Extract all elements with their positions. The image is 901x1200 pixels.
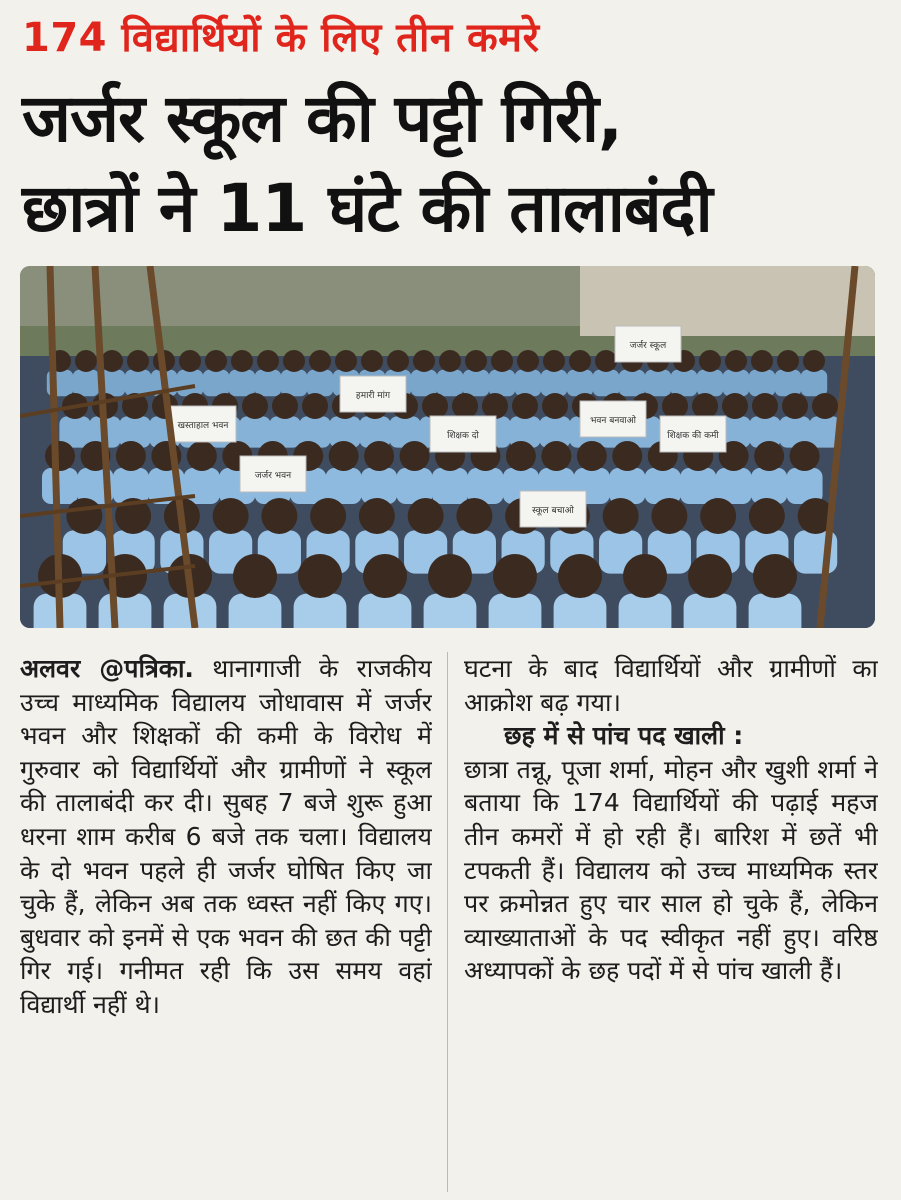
student-head xyxy=(408,498,444,534)
student-head xyxy=(439,350,461,372)
student-head xyxy=(116,441,146,471)
article-column-1 xyxy=(20,652,432,1192)
photo-students-protest xyxy=(20,266,875,628)
student-head xyxy=(213,498,249,534)
student-body xyxy=(255,370,281,396)
headline-line-2: छात्रों ने 11 घंटे की तालाबंदी xyxy=(22,170,712,247)
paragraph-1: थानागाजी के राजकीय उच्च माध्यमिक विद्यालय जोधावास में जर्जर भवन और शिक्षकों की कमी के विरोध में गुरुवार को विद्यार्थियों और ग्रामीणों ने स्कूल की तालाबंदी कर दी। सुबह 7 बजे शुरू हुआ धरना शाम करीब 6 बजे तक चला। विद्यालय के दो भवन पहले ही जर्जर घोषित किए जा चुके हैं, लेकिन अब तक ध्वस्त नहीं किए गए। बुधवार को इनमें से एक भवन की छत की पट्टी गिर गई। गनीमत रही कि उस समय वहां विद्यार्थी नहीं थे। xyxy=(20,654,432,1019)
student-head xyxy=(506,441,536,471)
student-body xyxy=(229,370,255,396)
student-head xyxy=(493,554,537,598)
student-body xyxy=(567,370,593,396)
student-head xyxy=(558,554,602,598)
placard xyxy=(240,456,306,492)
student-head xyxy=(45,441,75,471)
column-divider xyxy=(447,652,448,1192)
student-body xyxy=(619,594,672,628)
subheading: छह में से पांच पद खाली : xyxy=(504,721,744,751)
student-head xyxy=(753,554,797,598)
student-body xyxy=(775,370,801,396)
student-body xyxy=(554,594,607,628)
svg-text:स्कूल बचाओ: स्कूल बचाओ xyxy=(532,506,574,516)
student-head xyxy=(364,441,394,471)
student-head xyxy=(812,393,838,419)
svg-text:जर्जर भवन: जर्जर भवन xyxy=(254,471,292,481)
student-head xyxy=(400,441,430,471)
student-body xyxy=(684,594,737,628)
student-head xyxy=(517,350,539,372)
student-head xyxy=(543,350,565,372)
svg-text:भवन बनवाओ: भवन बनवाओ xyxy=(590,416,636,426)
student-head xyxy=(749,498,785,534)
student-head xyxy=(725,350,747,372)
placard xyxy=(660,416,726,452)
student-body xyxy=(294,594,347,628)
placard xyxy=(615,326,681,362)
student-head xyxy=(623,554,667,598)
student-body xyxy=(541,370,567,396)
article-body xyxy=(20,652,878,1192)
student-head xyxy=(242,393,268,419)
student-body xyxy=(801,370,827,396)
student-head xyxy=(790,441,820,471)
student-head xyxy=(465,350,487,372)
student-head xyxy=(310,498,346,534)
student-body xyxy=(424,594,477,628)
student-body xyxy=(177,370,203,396)
student-body xyxy=(42,468,78,504)
student-head xyxy=(309,350,331,372)
svg-text:शिक्षक की कमी: शिक्षक की कमी xyxy=(667,431,719,441)
student-head xyxy=(335,350,357,372)
placard xyxy=(580,401,646,437)
student-head xyxy=(595,350,617,372)
student-body xyxy=(203,370,229,396)
student-body xyxy=(229,594,282,628)
student-head xyxy=(127,350,149,372)
placard xyxy=(520,491,586,527)
student-head xyxy=(422,393,448,419)
student-body xyxy=(723,370,749,396)
student-body xyxy=(593,370,619,396)
student-body xyxy=(515,370,541,396)
student-head xyxy=(662,393,688,419)
student-body xyxy=(463,370,489,396)
student-head xyxy=(101,350,123,372)
svg-text:हमारी मांग: हमारी मांग xyxy=(355,391,391,401)
student-head xyxy=(261,498,297,534)
student-head xyxy=(359,498,395,534)
student-head xyxy=(752,393,778,419)
student-head xyxy=(651,498,687,534)
student-head xyxy=(361,350,383,372)
student-head xyxy=(179,350,201,372)
student-head xyxy=(577,441,607,471)
paragraph-2: घटना के बाद विद्यार्थियों और ग्रामीणों का आक्रोश बढ़ गया। xyxy=(464,654,878,717)
dateline: अलवर @पत्रिका. xyxy=(20,654,194,683)
student-body xyxy=(411,370,437,396)
student-body xyxy=(307,370,333,396)
student-head xyxy=(803,350,825,372)
paragraph-3: छात्रा तन्नू, पूजा शर्मा, मोहन और खुशी शर्मा ने बताया कि 174 विद्यार्थियों की पढ़ाई महज तीन कमरों में हो रही हैं। बारिश में छतें भी टपकती हैं। विद्यालय को उच्च माध्यमिक स्तर पर क्रमोन्नत हुए चार साल हो चुके हैं, लेकिन व्याख्याताओं के पद स्वीकृत नहीं हुए। वरिष्ठ अध्यापकों के छह पदों में से पांच खाली हैं। xyxy=(464,754,878,986)
student-head xyxy=(751,350,773,372)
student-body xyxy=(432,468,468,504)
student-head xyxy=(329,441,359,471)
student-head xyxy=(754,441,784,471)
student-head xyxy=(612,441,642,471)
svg-text:जर्जर स्कूल: जर्जर स्कूल xyxy=(629,341,667,351)
student-head xyxy=(302,393,328,419)
placard xyxy=(170,406,236,442)
article-column-2 xyxy=(464,652,878,1192)
student-head xyxy=(569,350,591,372)
student-body xyxy=(749,370,775,396)
student-body xyxy=(359,594,412,628)
student-head xyxy=(491,350,513,372)
student-body xyxy=(609,468,645,504)
student-head xyxy=(722,393,748,419)
student-body xyxy=(489,594,542,628)
student-head xyxy=(187,441,217,471)
student-head xyxy=(456,498,492,534)
student-body xyxy=(749,594,802,628)
student-body xyxy=(680,468,716,504)
svg-text:खस्ताहाल भवन: खस्ताहाल भवन xyxy=(177,421,229,431)
student-head xyxy=(699,350,721,372)
student-head xyxy=(692,393,718,419)
student-body xyxy=(619,370,645,396)
student-head xyxy=(512,393,538,419)
student-head xyxy=(482,393,508,419)
protest-photo-illustration xyxy=(20,266,875,628)
student-body xyxy=(437,370,463,396)
article-headline xyxy=(22,74,882,254)
student-head xyxy=(782,393,808,419)
student-head xyxy=(205,350,227,372)
student-head xyxy=(257,350,279,372)
student-body xyxy=(697,370,723,396)
student-head xyxy=(413,350,435,372)
student-head xyxy=(688,554,732,598)
student-head xyxy=(700,498,736,534)
student-body xyxy=(281,370,307,396)
student-body xyxy=(671,370,697,396)
article-kicker: 174 विद्यार्थियों के लिए तीन कमरे xyxy=(22,15,540,61)
student-body xyxy=(73,370,99,396)
student-body xyxy=(645,468,681,504)
student-head xyxy=(428,554,472,598)
student-body xyxy=(99,594,152,628)
student-head xyxy=(542,393,568,419)
placard xyxy=(340,376,406,412)
student-head xyxy=(541,441,571,471)
headline-line-1: जर्जर स्कूल की पट्टी गिरी, xyxy=(22,80,623,157)
student-head xyxy=(231,350,253,372)
student-body xyxy=(645,370,671,396)
placard xyxy=(430,416,496,452)
svg-text:शिक्षक दो: शिक्षक दो xyxy=(447,431,479,441)
student-head xyxy=(272,393,298,419)
student-head xyxy=(233,554,277,598)
student-head xyxy=(75,350,97,372)
student-head xyxy=(298,554,342,598)
student-head xyxy=(387,350,409,372)
student-head xyxy=(452,393,478,419)
student-body xyxy=(489,370,515,396)
student-head xyxy=(283,350,305,372)
student-head xyxy=(777,350,799,372)
student-head xyxy=(603,498,639,534)
student-head xyxy=(363,554,407,598)
student-head xyxy=(66,498,102,534)
